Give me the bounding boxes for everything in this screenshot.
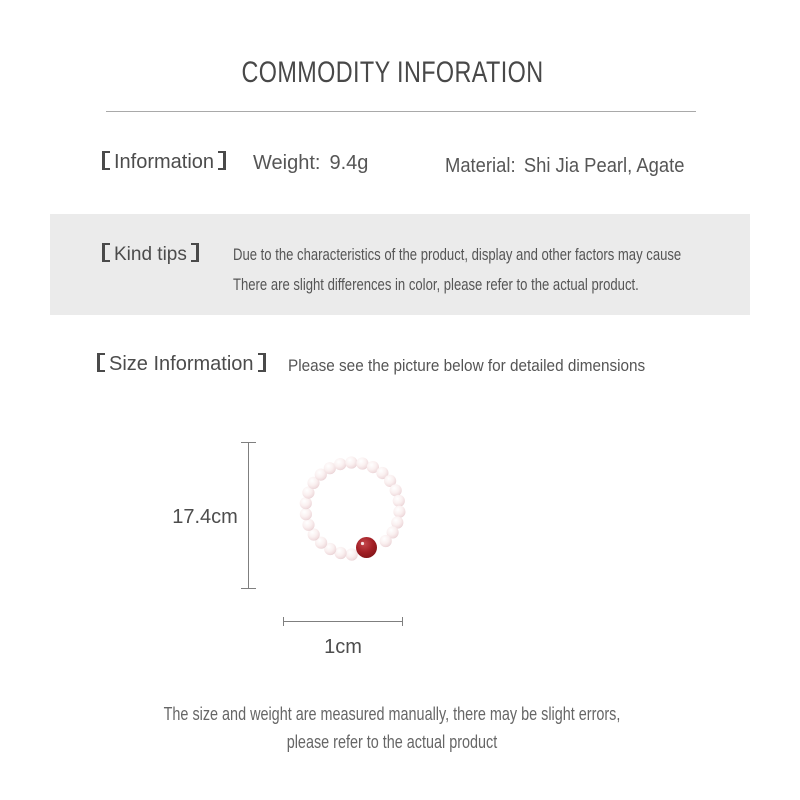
bead-highlight [361,542,364,545]
pearl-bead [356,457,368,469]
pearl-bead [300,508,312,520]
bracket-label-text: Information [114,151,215,173]
kind-tips-line1: Due to the characteristics of the product, display and other factors may cause [233,245,682,264]
pearl-strand [300,456,406,560]
vertical-dimension-line [241,442,256,589]
title-divider [106,111,696,112]
size-section-label [97,353,266,376]
page-title: COMMODITY INFORATION [241,56,544,89]
bracket-label-text: Kind tips [114,244,187,265]
pearl-bead [393,506,405,518]
material-label: Material: [445,155,516,177]
footer-disclaimer [72,700,712,756]
pearl-bead [390,484,402,496]
pearl-bead [334,458,346,470]
footer-line1: The size and weight are measured manually, there may be slight errors, [163,704,621,724]
material-value: Shi Jia Pearl, Agate [523,155,685,177]
pearl-bead [335,547,347,559]
left-bracket [102,151,110,170]
kind-tips-text [233,240,681,300]
agate-bead [356,537,377,558]
information-section-label [102,151,226,174]
left-bracket [102,243,110,262]
pearl-bead [300,497,312,509]
pearl-bead [380,535,392,547]
pearl-bead [346,548,358,560]
right-bracket [191,243,199,262]
horizontal-dimension-value: 1cm [324,636,362,658]
left-bracket [97,353,105,372]
weight-value: 9.4g [329,152,369,174]
weight-row [253,152,368,175]
right-bracket [258,353,266,372]
size-note: Please see the picture below for detailed dimensions [288,356,646,375]
kind-tips-label [102,243,199,266]
product-dimension-figure [0,420,800,670]
kind-tips-band [50,214,750,315]
material-row [445,155,684,178]
pearl-bead [345,456,357,468]
bracket-label-text: Size Information [109,353,254,375]
right-bracket [218,151,226,170]
pearl-bead [324,462,336,474]
kind-tips-line2: There are slight differences in color, please refer to the actual product. [233,275,639,294]
vertical-dimension-value: 17.4cm [172,506,238,528]
pearl-bead [393,495,405,507]
horizontal-dimension-line [283,617,403,626]
footer-line2: please refer to the actual product [286,732,498,752]
pearl-bead [302,519,314,531]
weight-label: Weight: [253,152,321,174]
